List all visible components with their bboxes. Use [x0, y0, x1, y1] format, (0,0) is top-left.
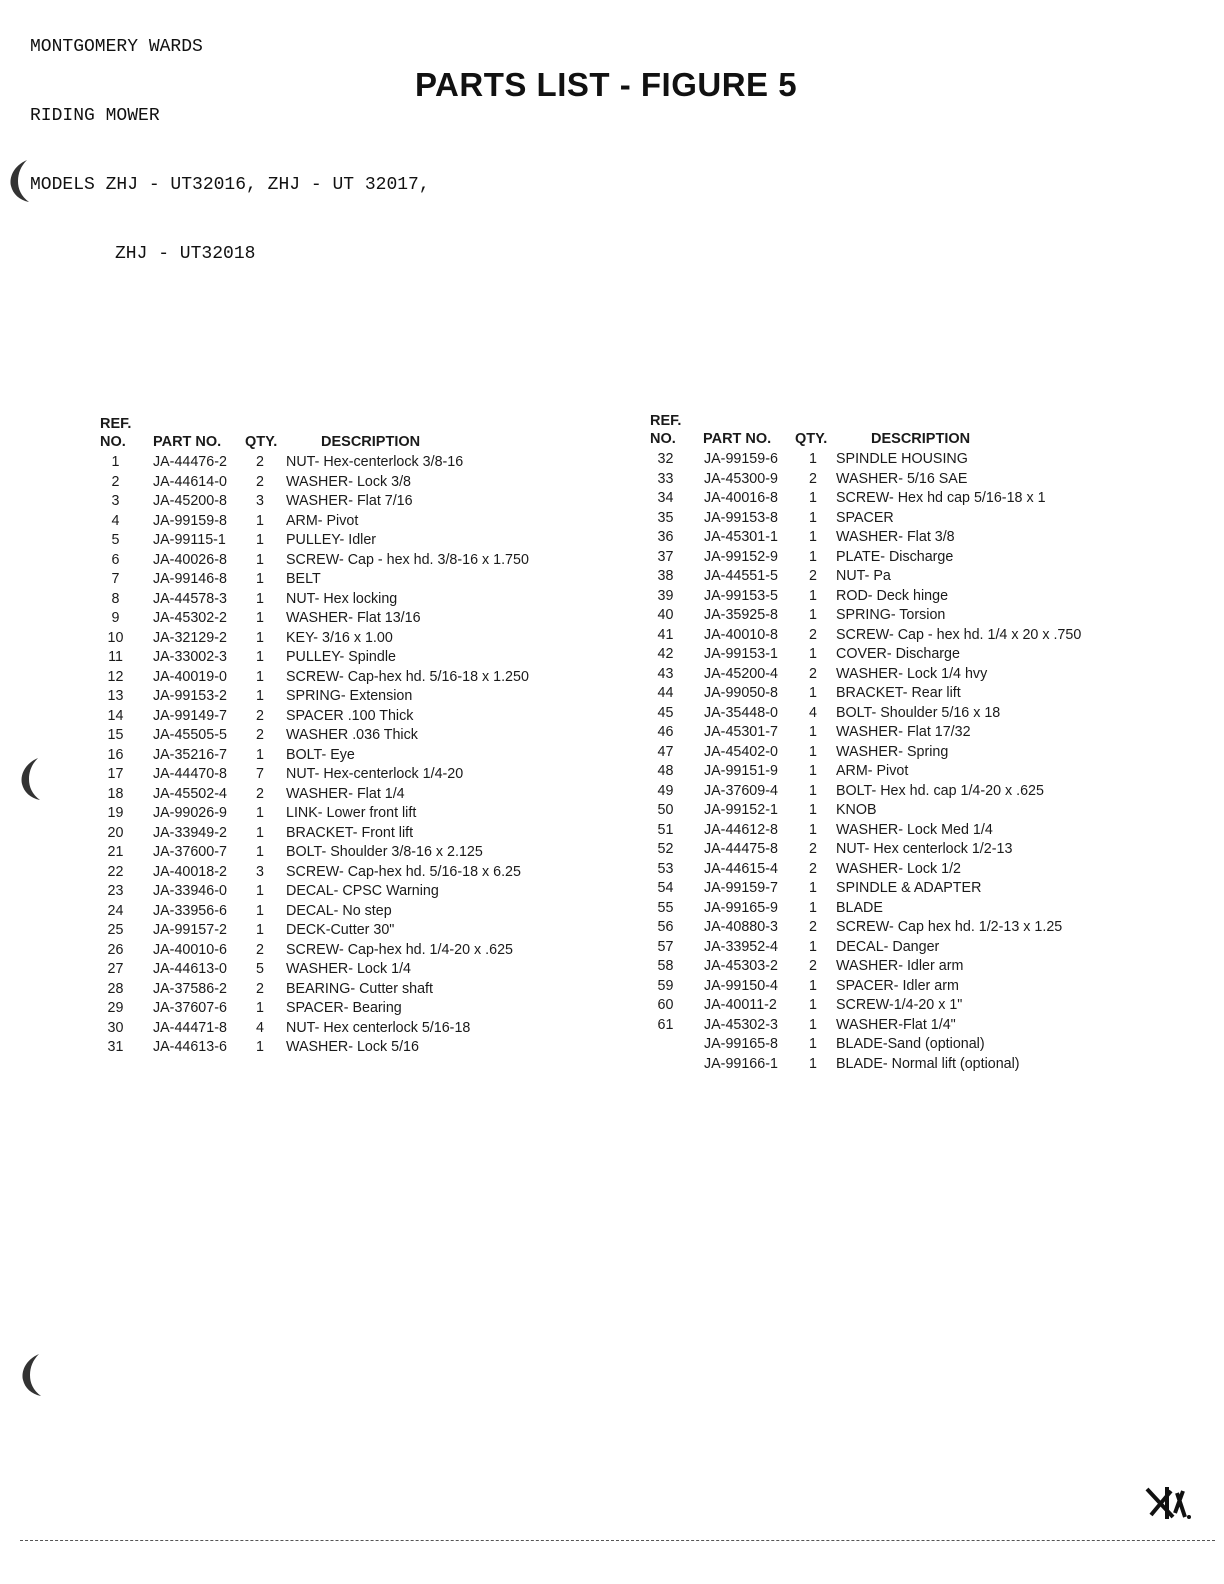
description: SCREW- Cap-hex hd. 5/16-18 x 1.250	[286, 668, 529, 685]
ref-number: 8	[111, 590, 120, 607]
description: WASHER-Flat 1/4"	[836, 1016, 956, 1033]
description: WASHER- Lock 3/8	[286, 473, 411, 490]
ref-number: 23	[107, 883, 124, 899]
quantity: 2	[256, 473, 264, 490]
page-title: PARTS LIST - FIGURE 5	[415, 66, 798, 103]
quantity: 2	[809, 470, 817, 487]
quantity: 1	[256, 902, 264, 919]
quantity: 1	[809, 646, 817, 662]
ref-number: 52	[657, 841, 674, 857]
ref-number: 28	[107, 980, 124, 997]
ref-number: 51	[657, 821, 674, 838]
description: NUT- Hex locking	[286, 590, 398, 607]
part-number: JA-44613-0	[153, 961, 227, 977]
description: WASHER- Lock 1/4	[286, 961, 411, 977]
ref-number: 37	[657, 548, 674, 565]
description: SPACER	[836, 509, 894, 526]
ref-number: 41	[657, 626, 674, 643]
corner-mark-icon	[1143, 1483, 1193, 1523]
quantity: 1	[809, 743, 817, 760]
part-number: JA-99149-7	[153, 707, 227, 724]
description: ARM- Pivot	[836, 763, 909, 779]
description: PULLEY- Spindle	[286, 649, 396, 665]
description: SPRING- Torsion	[836, 607, 946, 623]
description: SPACER- Bearing	[286, 1000, 402, 1016]
part-number: JA-99157-2	[153, 922, 227, 938]
part-number: JA-32129-2	[153, 629, 227, 646]
punch-hole-icon	[17, 1352, 43, 1398]
ref-number: 49	[657, 782, 674, 799]
quantity: 3	[256, 493, 264, 509]
punch-hole-icon	[5, 158, 31, 204]
ref-number: 6	[111, 551, 120, 568]
quantity: 2	[809, 919, 817, 935]
part-number: JA-99153-5	[704, 587, 778, 604]
quantity: 1	[809, 587, 817, 604]
description: BOLT- Eye	[286, 746, 355, 763]
col-header-part-no: PART NO.	[153, 434, 222, 450]
part-number: JA-40880-3	[704, 919, 778, 935]
description: WASHER .036 Thick	[286, 727, 418, 743]
page-bottom-rule	[20, 1540, 1215, 1541]
description: SPINDLE HOUSING	[836, 451, 968, 467]
ref-number: 27	[107, 961, 124, 977]
ref-number: 16	[107, 746, 124, 763]
ref-number: 54	[657, 880, 674, 896]
ref-number: 32	[657, 451, 674, 467]
description: BLADE- Normal lift (optional)	[836, 1055, 1020, 1072]
part-number: JA-37609-4	[704, 782, 778, 799]
part-number: JA-45300-9	[704, 470, 778, 487]
description: SCREW- Cap-hex hd. 1/4-20 x .625	[286, 941, 514, 958]
quantity: 1	[809, 548, 817, 565]
description: SCREW- Hex hd cap 5/16-18 x 1	[836, 490, 1046, 506]
part-number: JA-33956-6	[153, 902, 227, 919]
ref-number: 43	[657, 665, 674, 682]
ref-number: 7	[111, 571, 120, 587]
quantity: 1	[256, 532, 264, 548]
quantity: 1	[809, 997, 817, 1013]
punch-hole-icon	[16, 756, 42, 802]
ref-number: 10	[107, 629, 124, 646]
quantity: 2	[256, 454, 264, 470]
description: SCREW- Cap - hex hd. 3/8-16 x 1.750	[286, 551, 529, 568]
part-number: JA-33946-0	[153, 883, 227, 899]
ref-number: 2	[111, 473, 120, 490]
description: NUT- Pa	[836, 568, 891, 584]
ref-number: 13	[107, 688, 124, 704]
ref-number: 26	[107, 941, 124, 958]
ref-number: 58	[657, 958, 674, 974]
quantity: 1	[256, 1000, 264, 1016]
ref-number: 48	[657, 763, 674, 779]
part-number: JA-99153-8	[704, 509, 778, 526]
col-header-qty: QTY.	[795, 431, 828, 447]
ref-number: 55	[657, 899, 674, 916]
description: BEARING- Cutter shaft	[286, 980, 433, 997]
description: SPACER .100 Thick	[286, 707, 414, 724]
description: KNOB	[836, 802, 877, 818]
header-line-models: MODELS ZHJ - UT32016, ZHJ - UT 32017,	[30, 175, 430, 195]
description: WASHER- 5/16 SAE	[836, 470, 968, 487]
part-number: JA-44612-8	[704, 821, 778, 838]
description: WASHER- Lock 5/16	[286, 1039, 419, 1055]
part-number: JA-37586-2	[153, 980, 227, 997]
description: DECAL- CPSC Warning	[286, 883, 439, 899]
header-line-models-cont: ZHJ - UT32018	[115, 244, 256, 264]
part-number: JA-44470-8	[153, 766, 227, 782]
quantity: 1	[256, 844, 264, 860]
quantity: 1	[256, 610, 264, 626]
part-number: JA-40026-8	[153, 551, 227, 568]
quantity: 5	[256, 961, 264, 977]
description: WASHER- Spring	[836, 743, 949, 760]
quantity: 1	[809, 451, 817, 467]
quantity: 1	[809, 938, 817, 955]
description: DECK-Cutter 30"	[286, 922, 395, 938]
quantity: 1	[809, 1016, 817, 1033]
quantity: 1	[809, 977, 817, 994]
description: PULLEY- Idler	[286, 532, 377, 548]
quantity: 4	[256, 1019, 264, 1036]
part-number: JA-99150-4	[704, 977, 778, 994]
quantity: 1	[256, 883, 264, 899]
ref-number: 1	[111, 454, 120, 470]
description: WASHER- Lock 1/2	[836, 860, 961, 877]
ref-number: 31	[107, 1039, 124, 1055]
description: WASHER- Lock Med 1/4	[836, 821, 993, 838]
description: SCREW- Cap hex hd. 1/2-13 x 1.25	[836, 919, 1063, 935]
description: BOLT- Hex hd. cap 1/4-20 x .625	[836, 782, 1044, 799]
ref-number: 22	[107, 863, 124, 880]
part-number: JA-37600-7	[153, 844, 227, 860]
ref-number: 12	[107, 668, 124, 685]
col-header-no: NO.	[100, 434, 126, 450]
description: SCREW- Cap - hex hd. 1/4 x 20 x .750	[836, 626, 1082, 643]
part-number: JA-37607-6	[153, 1000, 227, 1016]
quantity: 1	[809, 685, 817, 701]
description: DECAL- No step	[286, 902, 392, 919]
quantity: 1	[809, 509, 817, 526]
ref-number: 53	[657, 860, 674, 877]
ref-number: 56	[657, 919, 674, 935]
description: BELT	[286, 571, 321, 587]
part-number: JA-44475-8	[704, 841, 778, 857]
description: NUT- Hex-centerlock 3/8-16	[286, 454, 464, 470]
quantity: 1	[256, 512, 264, 529]
ref-number: 24	[107, 902, 124, 919]
quantity: 1	[809, 529, 817, 545]
part-number: JA-33002-3	[153, 649, 227, 665]
part-number: JA-99152-1	[704, 802, 778, 818]
description: BRACKET- Rear lift	[836, 685, 961, 701]
part-number: JA-33949-2	[153, 824, 227, 841]
col-header-ref: REF.	[650, 413, 682, 429]
header-line-product: RIDING MOWER	[30, 106, 160, 126]
quantity: 2	[809, 860, 817, 877]
quantity: 1	[256, 668, 264, 685]
description: ROD- Deck hinge	[836, 587, 949, 604]
part-number: JA-44551-5	[704, 568, 778, 584]
quantity: 2	[809, 958, 817, 974]
description: PLATE- Discharge	[836, 548, 954, 565]
description: BLADE	[836, 899, 883, 916]
part-number: JA-45302-2	[153, 610, 227, 626]
part-number: JA-45302-3	[704, 1016, 778, 1033]
part-number: JA-35448-0	[704, 704, 778, 721]
quantity: 1	[809, 880, 817, 896]
quantity: 1	[809, 607, 817, 623]
part-number: JA-40018-2	[153, 863, 227, 880]
part-number: JA-40016-8	[704, 490, 778, 506]
ref-number: 33	[657, 470, 674, 487]
quantity: 2	[809, 841, 817, 857]
quantity: 1	[256, 649, 264, 665]
quantity: 1	[809, 490, 817, 506]
part-number: JA-99166-1	[704, 1055, 778, 1072]
ref-number: 42	[657, 646, 674, 662]
part-number: JA-99159-8	[153, 512, 227, 529]
ref-number: 11	[108, 649, 123, 665]
ref-number: 36	[657, 529, 674, 545]
description: SCREW- Cap-hex hd. 5/16-18 x 6.25	[286, 863, 521, 880]
description: WASHER- Flat 17/32	[836, 724, 971, 740]
description: BOLT- Shoulder 5/16 x 18	[836, 704, 1001, 721]
ref-number: 50	[657, 802, 674, 818]
quantity: 1	[256, 590, 264, 607]
description: WASHER- Flat 7/16	[286, 493, 413, 509]
ref-number: 39	[657, 587, 674, 604]
part-number: JA-45502-4	[153, 785, 227, 802]
quantity: 1	[256, 805, 264, 821]
part-number: JA-99159-6	[704, 451, 778, 467]
description: LINK- Lower front lift	[286, 805, 417, 821]
ref-number: 3	[111, 493, 120, 509]
part-number: JA-44578-3	[153, 590, 227, 607]
quantity: 2	[809, 665, 817, 682]
quantity: 2	[256, 980, 264, 997]
ref-number: 29	[107, 1000, 124, 1016]
description: WASHER- Lock 1/4 hvy	[836, 665, 988, 682]
description: NUT- Hex centerlock 5/16-18	[286, 1019, 471, 1036]
part-number: JA-44476-2	[153, 454, 227, 470]
description: WASHER- Flat 1/4	[286, 785, 405, 802]
quantity: 2	[256, 941, 264, 958]
ref-number: 19	[107, 805, 124, 821]
part-number: JA-40019-0	[153, 668, 227, 685]
part-number: JA-45402-0	[704, 743, 778, 760]
quantity: 1	[809, 724, 817, 740]
description: WASHER- Flat 13/16	[286, 610, 421, 626]
description: NUT- Hex-centerlock 1/4-20	[286, 766, 464, 782]
part-number: JA-44613-6	[153, 1039, 227, 1055]
part-number: JA-99050-8	[704, 685, 778, 701]
part-number: JA-99151-9	[704, 763, 778, 779]
ref-number: 4	[111, 512, 120, 529]
ref-number: 60	[657, 997, 674, 1013]
ref-number: 15	[107, 727, 124, 743]
part-number: JA-99153-1	[704, 646, 778, 662]
part-number: JA-99026-9	[153, 805, 227, 821]
ref-number: 17	[107, 766, 124, 782]
ref-number: 38	[657, 568, 674, 584]
ref-number: 45	[657, 704, 674, 721]
part-number: JA-99165-8	[704, 1036, 778, 1052]
description: SPACER- Idler arm	[836, 977, 959, 994]
quantity: 2	[256, 785, 264, 802]
ref-number: 25	[107, 922, 124, 938]
description: SPRING- Extension	[286, 688, 413, 704]
description: NUT- Hex centerlock 1/2-13	[836, 841, 1013, 857]
quantity: 1	[256, 1039, 264, 1055]
quantity: 1	[256, 688, 264, 704]
ref-number: 57	[657, 938, 674, 955]
part-number: JA-45303-2	[704, 958, 778, 974]
part-number: JA-35216-7	[153, 746, 227, 763]
part-number: JA-99152-9	[704, 548, 778, 565]
quantity: 3	[256, 863, 264, 880]
quantity: 7	[256, 766, 264, 782]
ref-number: 40	[657, 607, 674, 623]
quantity: 1	[809, 899, 817, 916]
part-number: JA-99115-1	[153, 532, 226, 548]
part-number: JA-40010-8	[704, 626, 778, 643]
ref-number: 30	[107, 1019, 124, 1036]
description: SCREW-1/4-20 x 1"	[836, 997, 963, 1013]
part-number: JA-99159-7	[704, 880, 778, 896]
part-number: JA-99146-8	[153, 571, 227, 587]
part-number: JA-40010-6	[153, 941, 227, 958]
ref-number: 20	[107, 824, 124, 841]
quantity: 1	[809, 782, 817, 799]
description: BRACKET- Front lift	[286, 824, 414, 841]
quantity: 1	[256, 922, 264, 938]
part-number: JA-33952-4	[704, 938, 778, 955]
part-number: JA-44615-4	[704, 860, 778, 877]
quantity: 1	[809, 821, 817, 838]
col-header-part-no: PART NO.	[703, 431, 772, 447]
description: COVER- Discharge	[836, 646, 960, 662]
quantity: 1	[809, 1036, 817, 1052]
part-number: JA-99153-2	[153, 688, 227, 704]
part-number: JA-45301-1	[704, 529, 778, 545]
quantity: 4	[809, 704, 817, 721]
ref-number: 21	[107, 844, 124, 860]
description: ARM- Pivot	[286, 512, 359, 529]
ref-number: 9	[111, 610, 120, 626]
ref-number: 61	[657, 1016, 674, 1033]
ref-number: 14	[107, 707, 124, 724]
quantity: 2	[809, 568, 817, 584]
description: WASHER- Idler arm	[836, 958, 964, 974]
part-number: JA-40011-2	[704, 997, 777, 1013]
ref-number: 5	[111, 532, 120, 548]
col-header-qty: QTY.	[245, 434, 278, 450]
part-number: JA-44614-0	[153, 473, 227, 490]
ref-number: 46	[657, 724, 674, 740]
part-number: JA-99165-9	[704, 899, 778, 916]
part-number: JA-45301-7	[704, 724, 778, 740]
description: DECAL- Danger	[836, 938, 940, 955]
description: BLADE-Sand (optional)	[836, 1036, 985, 1052]
document-header	[30, 0, 430, 289]
col-header-description: DESCRIPTION	[321, 434, 421, 450]
col-header-ref: REF.	[100, 416, 132, 432]
quantity: 1	[256, 571, 264, 587]
quantity: 1	[809, 763, 817, 779]
quantity: 1	[809, 802, 817, 818]
description: BOLT- Shoulder 3/8-16 x 2.125	[286, 844, 483, 860]
ref-number: 47	[657, 743, 674, 760]
quantity: 1	[256, 824, 264, 841]
col-header-no: NO.	[650, 431, 676, 447]
quantity: 1	[256, 551, 264, 568]
part-number: JA-45200-8	[153, 493, 227, 509]
ref-number: 18	[107, 785, 124, 802]
ref-number: 59	[657, 977, 674, 994]
part-number: JA-45505-5	[153, 727, 227, 743]
ref-number: 34	[657, 490, 674, 506]
quantity: 2	[256, 707, 264, 724]
quantity: 1	[809, 1055, 817, 1072]
description: WASHER- Flat 3/8	[836, 529, 955, 545]
ref-number: 44	[657, 685, 674, 701]
header-line-company: MONTGOMERY WARDS	[30, 37, 203, 57]
description: SPINDLE & ADAPTER	[836, 880, 982, 896]
col-header-description: DESCRIPTION	[871, 431, 971, 447]
part-number: JA-44471-8	[153, 1019, 227, 1036]
quantity: 2	[809, 626, 817, 643]
quantity: 2	[256, 727, 264, 743]
quantity: 1	[256, 629, 264, 646]
part-number: JA-45200-4	[704, 665, 778, 682]
part-number: JA-35925-8	[704, 607, 778, 623]
quantity: 1	[256, 746, 264, 763]
ref-number: 35	[657, 509, 674, 526]
description: KEY- 3/16 x 1.00	[286, 629, 393, 646]
